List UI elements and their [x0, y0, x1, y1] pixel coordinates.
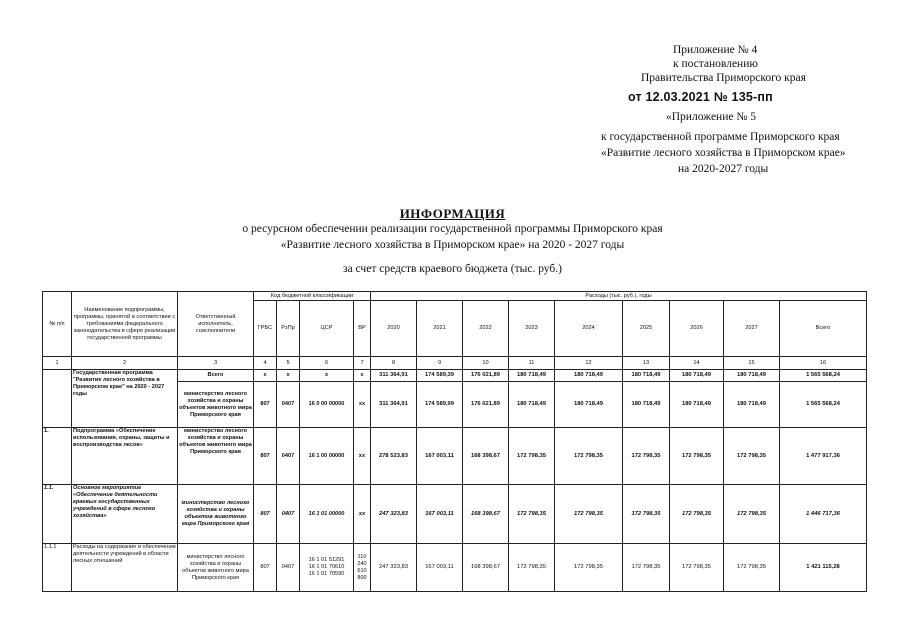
row-value: 180 718,49 — [724, 382, 780, 428]
col-number: 8 — [371, 357, 417, 370]
decree-date-number: от 12.03.2021 № 135-пп — [628, 90, 773, 104]
col-number: 2 — [72, 357, 178, 370]
row-vr-code: 110 — [357, 553, 367, 560]
row-executor: министерство лесного хозяйства и охраны объектов животного мира Приморского края — [178, 382, 254, 428]
government-name: Правительства Приморского края — [641, 72, 806, 84]
row-value: 172 798,35 — [623, 428, 670, 485]
col-number: 7 — [354, 357, 371, 370]
header-year: 2027 — [724, 301, 780, 357]
program-reference: к государственной программе Приморского края — [601, 131, 840, 143]
annex-5-label: «Приложение № 5 — [666, 111, 756, 123]
row-grbs: 807 — [254, 485, 277, 544]
decree-reference: к постановлению — [673, 58, 758, 70]
row-vr: хх — [354, 428, 371, 485]
subtitle-line-2: «Развитие лесного хозяйства в Приморском крае» на 2020 - 2027 годы — [280, 239, 625, 251]
col-number: 15 — [724, 357, 780, 370]
row-executor: министерство лесного хозяйства и охраны объектов животного мира Приморского края — [178, 544, 254, 592]
row-value: 172 798,35 — [623, 544, 670, 592]
col-number: 1 — [43, 357, 72, 370]
row-value: 180 718,49 — [555, 370, 623, 382]
row-vr: хх — [354, 485, 371, 544]
header-year: 2022 — [463, 301, 509, 357]
row-vr-code: 610 — [357, 567, 367, 574]
row-name: Основное мероприятие «Обеспечение деятельности краевых государственных учреждений в сфере лесного хозяйства» — [72, 485, 178, 544]
row-value: 174 589,99 — [417, 382, 463, 428]
row-value: 174 589,39 — [417, 370, 463, 382]
row-value: 167 003,11 — [417, 485, 463, 544]
row-value: 167 003,11 — [417, 544, 463, 592]
row-vr: хх — [354, 382, 371, 428]
row-total: 1 565 568,24 — [780, 370, 867, 382]
row-rzpr: 0407 — [277, 544, 300, 592]
header-rzpr: РзПр — [277, 301, 300, 357]
row-csr: 16 0 00 00000 — [300, 382, 354, 428]
row-value: 180 718,49 — [623, 382, 670, 428]
header-vr: ВР — [354, 301, 371, 357]
header-year: 2023 — [509, 301, 555, 357]
col-number: 5 — [277, 357, 300, 370]
row-value: 172 798,35 — [509, 428, 555, 485]
col-number: 3 — [178, 357, 254, 370]
row-csr-code: 16 1 01 70590 — [308, 571, 345, 577]
row-value: 180 718,49 — [670, 382, 724, 428]
row-value: 176 021,89 — [463, 382, 509, 428]
header-num: № п/п — [43, 292, 72, 357]
row-csr: 16 1 01 00000 — [300, 485, 354, 544]
row-total: 1 565 568,24 — [780, 382, 867, 428]
header-grbs: ГРБС — [254, 301, 277, 357]
table-row — [43, 428, 867, 485]
row-rzpr: х — [277, 370, 300, 382]
row-value: 311 364,91 — [371, 382, 417, 428]
program-name: «Развитие лесного хозяйства в Приморском крае» — [601, 147, 846, 159]
row-value: 180 718,49 — [724, 370, 780, 382]
row-value: 172 798,35 — [724, 485, 780, 544]
row-name: Государственная программа "Развитие лесного хозяйства в Приморском крае" на 2020 - 2027 годы — [72, 370, 178, 428]
row-total: 1 421 115,28 — [780, 544, 867, 592]
row-csr-code: 16 1 01 51291 — [308, 557, 345, 563]
header-year: 2020 — [371, 301, 417, 357]
col-number: 13 — [623, 357, 670, 370]
row-value: 167 003,11 — [417, 428, 463, 485]
program-period: на 2020-2027 годы — [678, 163, 769, 175]
row-value: 172 798,35 — [555, 485, 623, 544]
row-grbs: х — [254, 370, 277, 382]
header-name: Наименование подпрограммы, программы, принятой в соответствии с требованиями федерального законодательства в сфере реализации государственной программы — [72, 292, 178, 357]
header-csr: ЦСР — [300, 301, 354, 357]
row-value: 172 798,35 — [509, 544, 555, 592]
row-rzpr: 0407 — [277, 428, 300, 485]
table-row — [43, 485, 867, 544]
col-number: 11 — [509, 357, 555, 370]
annex-number: Приложение № 4 — [673, 44, 758, 56]
row-total: 1 446 717,36 — [780, 485, 867, 544]
row-executor: министерство лесного хозяйства и охраны объектов животного мира Приморского края — [178, 485, 254, 544]
row-value: 168 398,67 — [463, 428, 509, 485]
row-csr: 16 1 00 00000 — [300, 428, 354, 485]
table-row — [43, 370, 867, 382]
col-number: 4 — [254, 357, 277, 370]
row-value: 168 398,67 — [463, 485, 509, 544]
row-value: 172 798,35 — [555, 544, 623, 592]
row-value: 180 718,49 — [623, 370, 670, 382]
row-value: 172 798,35 — [670, 428, 724, 485]
row-value: 172 798,35 — [670, 544, 724, 592]
header-total: Всего — [780, 301, 867, 357]
header-executor: Ответственный исполнитель, соисполнители — [178, 292, 254, 357]
header-year: 2021 — [417, 301, 463, 357]
row-value: 172 798,35 — [724, 544, 780, 592]
row-grbs: 807 — [254, 428, 277, 485]
row-executor: министерство лесного хозяйства и охраны объектов животного мира Приморского края — [178, 428, 254, 485]
row-num: 1. — [43, 428, 72, 485]
col-number: 14 — [670, 357, 724, 370]
row-value: 180 718,49 — [555, 382, 623, 428]
row-value: 172 798,35 — [670, 485, 724, 544]
row-name: Подпрограмма «Обеспечение использования, охраны, защиты и воспроизводства лесов» — [72, 428, 178, 485]
row-value: 180 718,49 — [670, 370, 724, 382]
col-number: 6 — [300, 357, 354, 370]
subtitle-line-1: о ресурсном обеспечении реализации государственной программы Приморского края — [242, 223, 663, 235]
header-expenses: Расходы (тыс. руб.), годы — [371, 292, 867, 301]
row-value: 172 798,35 — [724, 428, 780, 485]
row-value: 180 718,49 — [509, 382, 555, 428]
row-value: 247 323,83 — [371, 485, 417, 544]
row-value: 311 364,91 — [371, 370, 417, 382]
row-csr — [300, 544, 354, 592]
row-vr — [354, 544, 371, 592]
row-name: Расходы на содержание и обеспечение деятельности учреждений в области лесных отношений — [72, 544, 178, 592]
header-year: 2025 — [623, 301, 670, 357]
subtitle-line-3: за счет средств краевого бюджета (тыс. руб.) — [343, 263, 562, 275]
row-rzpr: 0407 — [277, 382, 300, 428]
header-year: 2024 — [555, 301, 623, 357]
row-value: 172 798,35 — [555, 428, 623, 485]
header-budget-code: Код бюджетной классификации — [254, 292, 371, 301]
row-rzpr: 0407 — [277, 485, 300, 544]
row-csr: х — [300, 370, 354, 382]
row-value: 172 798,35 — [623, 485, 670, 544]
row-value: 172 798,35 — [509, 485, 555, 544]
row-csr-code: 16 1 01 70610 — [308, 564, 345, 570]
column-number-row — [43, 357, 867, 370]
row-executor: Всего — [178, 370, 254, 382]
col-number: 12 — [555, 357, 623, 370]
row-num: 1.1.1 — [43, 544, 72, 592]
row-num — [43, 370, 72, 428]
row-vr-code: 240 — [357, 560, 367, 567]
row-value: 180 718,49 — [509, 370, 555, 382]
col-number: 10 — [463, 357, 509, 370]
row-grbs: 807 — [254, 544, 277, 592]
document-title: ИНФОРМАЦИЯ — [399, 206, 506, 221]
row-value: 278 523,83 — [371, 428, 417, 485]
row-value: 176 021,89 — [463, 370, 509, 382]
row-value: 168 398,67 — [463, 544, 509, 592]
col-number: 9 — [417, 357, 463, 370]
col-number: 16 — [780, 357, 867, 370]
header-row-1 — [43, 292, 867, 301]
row-vr-code: 800 — [357, 574, 367, 581]
row-num: 1.1. — [43, 485, 72, 544]
budget-table — [42, 291, 867, 592]
row-total: 1 477 917,36 — [780, 428, 867, 485]
row-value: 247 323,83 — [371, 544, 417, 592]
header-year: 2026 — [670, 301, 724, 357]
row-vr: х — [354, 370, 371, 382]
row-grbs: 807 — [254, 382, 277, 428]
table-row — [43, 544, 867, 592]
